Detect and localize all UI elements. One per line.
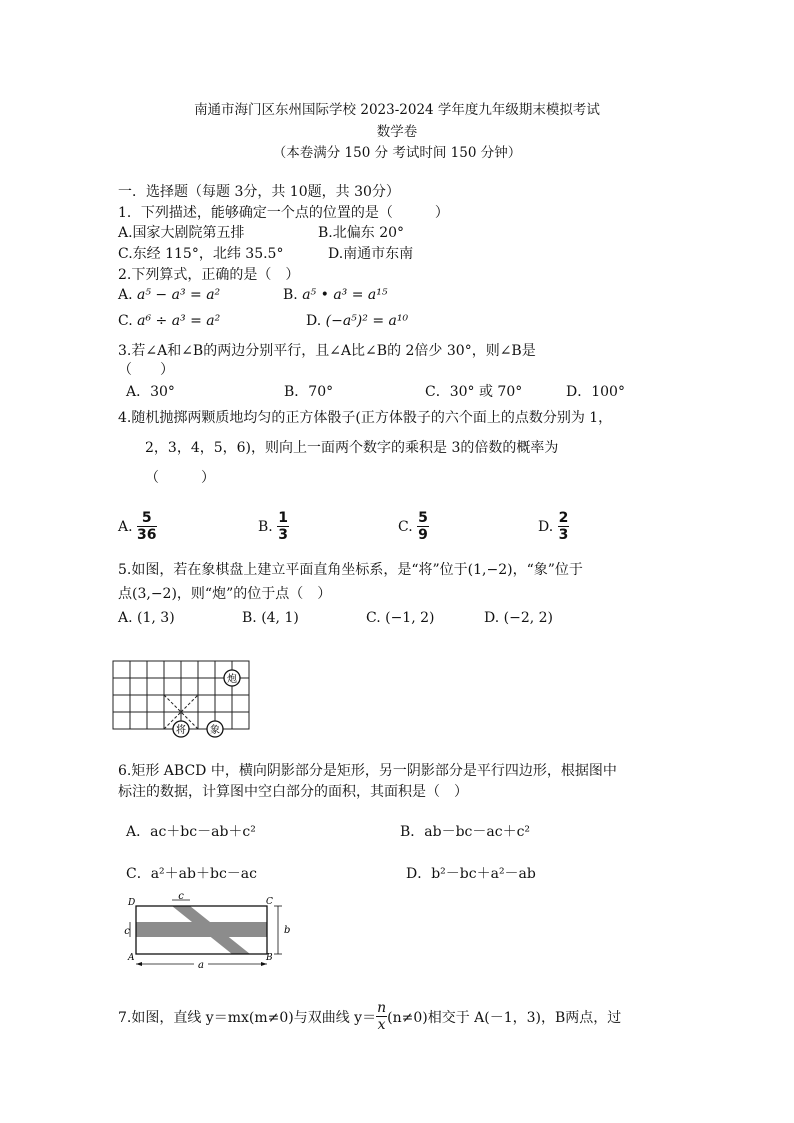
piece-pao-label: 炮 xyxy=(227,674,237,685)
q3-option-d: D．100° xyxy=(566,384,625,400)
q4-option-b: B. $\frac{1}{3}$ xyxy=(258,510,288,543)
dim-c-left: c xyxy=(124,926,130,937)
q3-stem: 3.若∠A和∠B的两边分别平行，且∠A比∠B的 2倍少 30°，则∠B是 xyxy=(118,343,536,359)
q1-option-c: C.东经 115°，北纬 35.5° xyxy=(118,246,284,262)
palace-diagonal xyxy=(181,695,198,712)
q2-option-a: A. a⁵ − a³ = a² xyxy=(118,287,221,303)
q7-stem: 7.如图，直线 y＝mx(m≠0)与双曲线 y＝ $\frac{n}{x}$ (n≠0)相交于 A(－1，3)，B两点，过 xyxy=(118,1000,622,1033)
q6-stem-line1: 6.矩形 ABCD 中，横向阴影部分是矩形，另一阴影部分是平行四边形，根据图中 xyxy=(118,763,617,779)
q4-paren: （ ） xyxy=(145,470,215,486)
q3-option-a: A．30° xyxy=(126,384,175,400)
q5-option-b: B. (4, 1) xyxy=(242,610,299,626)
piece-jiang xyxy=(173,721,189,737)
dim-c-top: c xyxy=(178,892,184,902)
section-heading: 一．选择题（每题 3分，共 10题，共 30分） xyxy=(118,184,400,200)
q2-stem: 2.下列算式，正确的是（ ） xyxy=(118,267,300,283)
vertex-c: C xyxy=(266,897,273,907)
fraction: $\frac{5}{36}$ xyxy=(137,510,157,543)
q5-stem-line2: 点(3,−2)，则“炮”的位于点（ ） xyxy=(118,586,332,602)
q1-stem: 1．下列描述，能够确定一个点的位置的是（ ） xyxy=(118,205,449,221)
q5-option-a: A. (1, 3) xyxy=(118,610,175,626)
dim-a: a xyxy=(198,960,204,971)
q2-option-c: C. a⁶ ÷ a³ = a² xyxy=(118,313,221,329)
fraction-n-over-x: $\frac{n}{x}$ xyxy=(377,1000,387,1033)
q4-option-c: C. $\frac{5}{9}$ xyxy=(398,510,428,543)
chessboard-figure xyxy=(108,656,258,742)
dim-b: b xyxy=(284,925,291,936)
q6-option-c: C．a²＋ab＋bc－ac xyxy=(126,866,257,882)
q6-option-d: D．b²－bc＋a²－ab xyxy=(406,866,536,882)
vertex-a: A xyxy=(128,953,135,963)
shaded-band xyxy=(136,922,267,937)
fraction: $\frac{1}{3}$ xyxy=(278,510,288,543)
piece-jiang-label: 将 xyxy=(176,725,186,736)
exam-title: 南通市海门区东州国际学校 2023-2024 学年度九年级期末模拟考试 xyxy=(194,102,600,118)
q3-option-c: C．30° 或 70° xyxy=(425,384,523,400)
q5-option-d: D. (−2, 2) xyxy=(484,610,553,626)
q4-option-d: D. $\frac{2}{3}$ xyxy=(538,510,569,543)
fraction: $\frac{5}{9}$ xyxy=(418,510,428,543)
q6-stem-line2: 标注的数据，计算图中空白部分的面积，其面积是（ ） xyxy=(118,784,468,800)
q5-stem-line1: 5.如图，若在象棋盘上建立平面直角坐标系，是“将”位于(1,−2)，“象”位于 xyxy=(118,562,583,578)
palace-diagonal xyxy=(164,695,181,712)
vertex-d: D xyxy=(128,898,136,908)
q6-option-a: A．ac＋bc－ab＋c² xyxy=(126,824,256,840)
exam-subtitle: 数学卷 xyxy=(376,124,418,140)
q4-stem-line1: 4.随机抛掷两颗质地均匀的正方体骰子(正方体骰子的六个面上的点数分别为 1， xyxy=(118,410,613,426)
fraction: $\frac{2}{3}$ xyxy=(558,510,569,543)
q6-option-b: B．ab－bc－ac＋c² xyxy=(400,824,531,840)
q1-option-a: A.国家大剧院第五排 xyxy=(118,225,245,241)
q1-option-b: B.北偏东 20° xyxy=(318,225,405,241)
piece-xiang xyxy=(207,721,223,737)
q4-option-a: A. $\frac{5}{36}$ xyxy=(118,510,157,543)
q2-option-b: B. a⁵ • a³ = a¹⁵ xyxy=(283,287,388,303)
q4-stem-line2: 2，3，4，5，6)，则向上一面两个数字的乘积是 3的倍数的概率为 xyxy=(145,440,559,456)
piece-xiang-label: 象 xyxy=(210,725,220,736)
piece-pao xyxy=(224,670,240,686)
vertex-b: B xyxy=(266,953,273,963)
q3-paren: （ ） xyxy=(118,362,174,378)
q5-option-c: C. (−1, 2) xyxy=(366,610,435,626)
rectangle-figure xyxy=(118,892,298,972)
exam-info: （本卷满分 150 分 考试时间 150 分钟） xyxy=(272,145,522,161)
q2-option-d: D. (−a⁵)² = a¹⁰ xyxy=(306,313,409,329)
q1-option-d: D.南通市东南 xyxy=(328,246,414,262)
q3-option-b: B．70° xyxy=(284,384,334,400)
